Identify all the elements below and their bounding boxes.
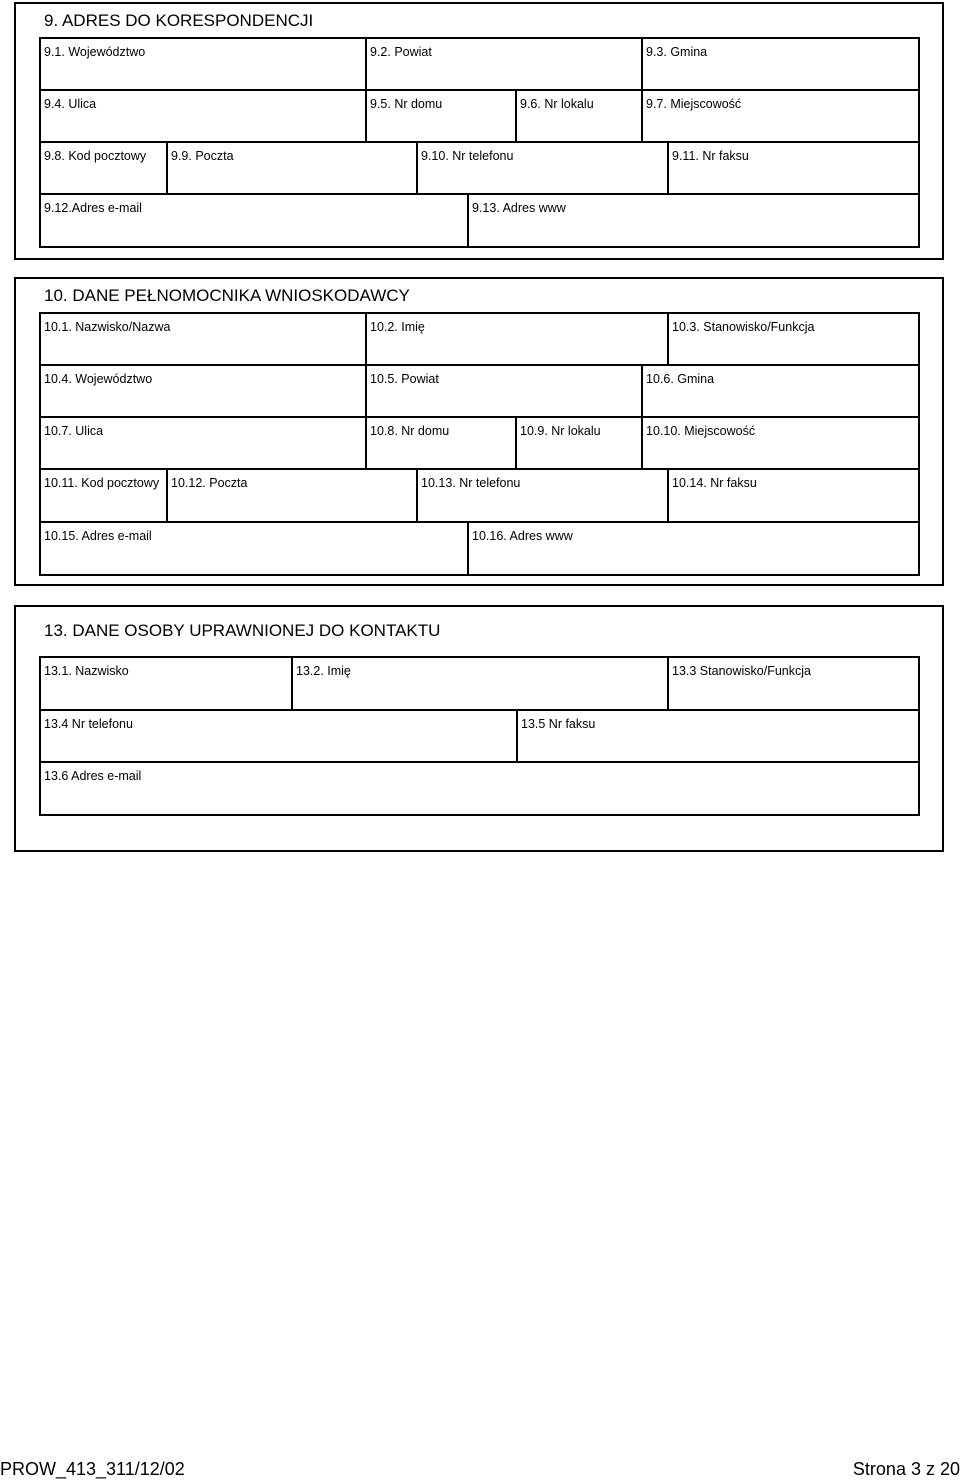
field-label: 10.5. Powiat (370, 372, 439, 386)
field-label: 10.10. Miejscowość (646, 424, 756, 438)
field-10-4-voivodeship[interactable] (41, 366, 367, 416)
section-10-row-1 (39, 312, 920, 366)
field-label: 9.10. Nr telefonu (421, 149, 514, 163)
field-10-14-fax[interactable] (669, 470, 918, 521)
field-label: 10.4. Województwo (44, 372, 153, 386)
document-code: PROW_413_311/12/02 (0, 1459, 185, 1479)
field-10-9-apartment-number[interactable] (517, 418, 643, 468)
field-label: 9.2. Powiat (370, 45, 432, 59)
field-10-13-phone[interactable] (418, 470, 669, 521)
section-13-title: 13. DANE OSOBY UPRAWNIONEJ DO KONTAKTU (44, 621, 441, 640)
field-label: 13.4 Nr telefonu (44, 717, 133, 731)
field-label: 9.5. Nr domu (370, 97, 443, 111)
field-label: 13.1. Nazwisko (44, 664, 129, 678)
section-9-row-3 (39, 141, 920, 195)
field-label: 9.11. Nr faksu (672, 149, 749, 163)
field-9-6-apartment-number[interactable] (517, 91, 643, 141)
field-label: 10.6. Gmina (646, 372, 715, 386)
field-9-3-commune[interactable] (643, 39, 918, 89)
section-10-row-3 (39, 416, 920, 470)
field-label: 10.13. Nr telefonu (421, 476, 521, 490)
field-label: 10.15. Adres e-mail (44, 529, 152, 543)
field-label: 9.6. Nr lokalu (520, 97, 594, 111)
field-label: 10.11. Kod pocztowy (44, 476, 160, 490)
field-9-4-street[interactable] (41, 91, 367, 141)
field-13-4-phone[interactable] (41, 711, 518, 761)
field-label: 10.12. Poczta (171, 476, 248, 490)
field-9-12-email[interactable] (41, 195, 469, 246)
field-10-8-house-number[interactable] (367, 418, 517, 468)
field-10-12-post-office[interactable] (168, 470, 418, 521)
section-13-row-1 (39, 656, 920, 711)
field-label: 9.4. Ulica (44, 97, 97, 111)
section-13-row-2 (39, 709, 920, 763)
field-label: 9.3. Gmina (646, 45, 708, 59)
field-label: 13.6 Adres e-mail (44, 769, 142, 783)
section-9-row-4 (39, 193, 920, 248)
field-10-5-district[interactable] (367, 366, 643, 416)
field-13-2-first-name[interactable] (293, 658, 669, 709)
page-number: Strona 3 z 20 (852, 1459, 960, 1479)
section-10-title: 10. DANE PEŁNOMOCNIKA WNIOSKODAWCY (44, 286, 410, 305)
field-label: 10.3. Stanowisko/Funkcja (672, 320, 815, 334)
field-label: 9.1. Województwo (44, 45, 146, 59)
field-10-11-postal-code[interactable] (41, 470, 168, 521)
field-10-16-website[interactable] (469, 523, 918, 574)
field-label: 13.3 Stanowisko/Funkcja (672, 664, 811, 678)
field-9-9-post-office[interactable] (168, 143, 418, 193)
field-13-1-surname[interactable] (41, 658, 293, 709)
field-10-6-commune[interactable] (643, 366, 918, 416)
field-label: 9.13. Adres www (472, 201, 566, 215)
section-10-row-4 (39, 468, 920, 523)
section-9-row-1 (39, 37, 920, 91)
field-10-1-surname[interactable] (41, 314, 367, 364)
field-label: 10.9. Nr lokalu (520, 424, 601, 438)
field-label: 13.2. Imię (296, 664, 351, 678)
section-10-row-2 (39, 364, 920, 418)
field-10-7-street[interactable] (41, 418, 367, 468)
section-10-row-5 (39, 521, 920, 576)
field-9-2-district[interactable] (367, 39, 643, 89)
field-9-11-fax[interactable] (669, 143, 918, 193)
field-label: 9.9. Poczta (171, 149, 234, 163)
field-label: 10.14. Nr faksu (672, 476, 757, 490)
field-label: 10.16. Adres www (472, 529, 573, 543)
field-label: 10.1. Nazwisko/Nazwa (44, 320, 171, 334)
field-10-15-email[interactable] (41, 523, 469, 574)
field-label: 10.2. Imię (370, 320, 425, 334)
field-9-1-voivodeship[interactable] (41, 39, 367, 89)
field-10-10-city[interactable] (643, 418, 918, 468)
field-13-3-position[interactable] (669, 658, 918, 709)
field-13-5-fax[interactable] (518, 711, 918, 761)
field-label: 9.7. Miejscowość (646, 97, 742, 111)
field-label: 13.5 Nr faksu (521, 717, 596, 731)
field-9-5-house-number[interactable] (367, 91, 517, 141)
field-10-3-position[interactable] (669, 314, 918, 364)
section-9-row-2 (39, 89, 920, 143)
field-13-6-email[interactable] (41, 763, 918, 814)
field-9-13-website[interactable] (469, 195, 918, 246)
field-label: 9.8. Kod pocztowy (44, 149, 147, 163)
field-10-2-first-name[interactable] (367, 314, 669, 364)
field-9-8-postal-code[interactable] (41, 143, 168, 193)
field-label: 9.12.Adres e-mail (44, 201, 142, 215)
field-9-7-city[interactable] (643, 91, 918, 141)
field-label: 10.7. Ulica (44, 424, 104, 438)
field-9-10-phone[interactable] (418, 143, 669, 193)
section-9-title: 9. ADRES DO KORESPONDENCJI (44, 11, 314, 30)
section-13-row-3 (39, 761, 920, 816)
field-label: 10.8. Nr domu (370, 424, 450, 438)
